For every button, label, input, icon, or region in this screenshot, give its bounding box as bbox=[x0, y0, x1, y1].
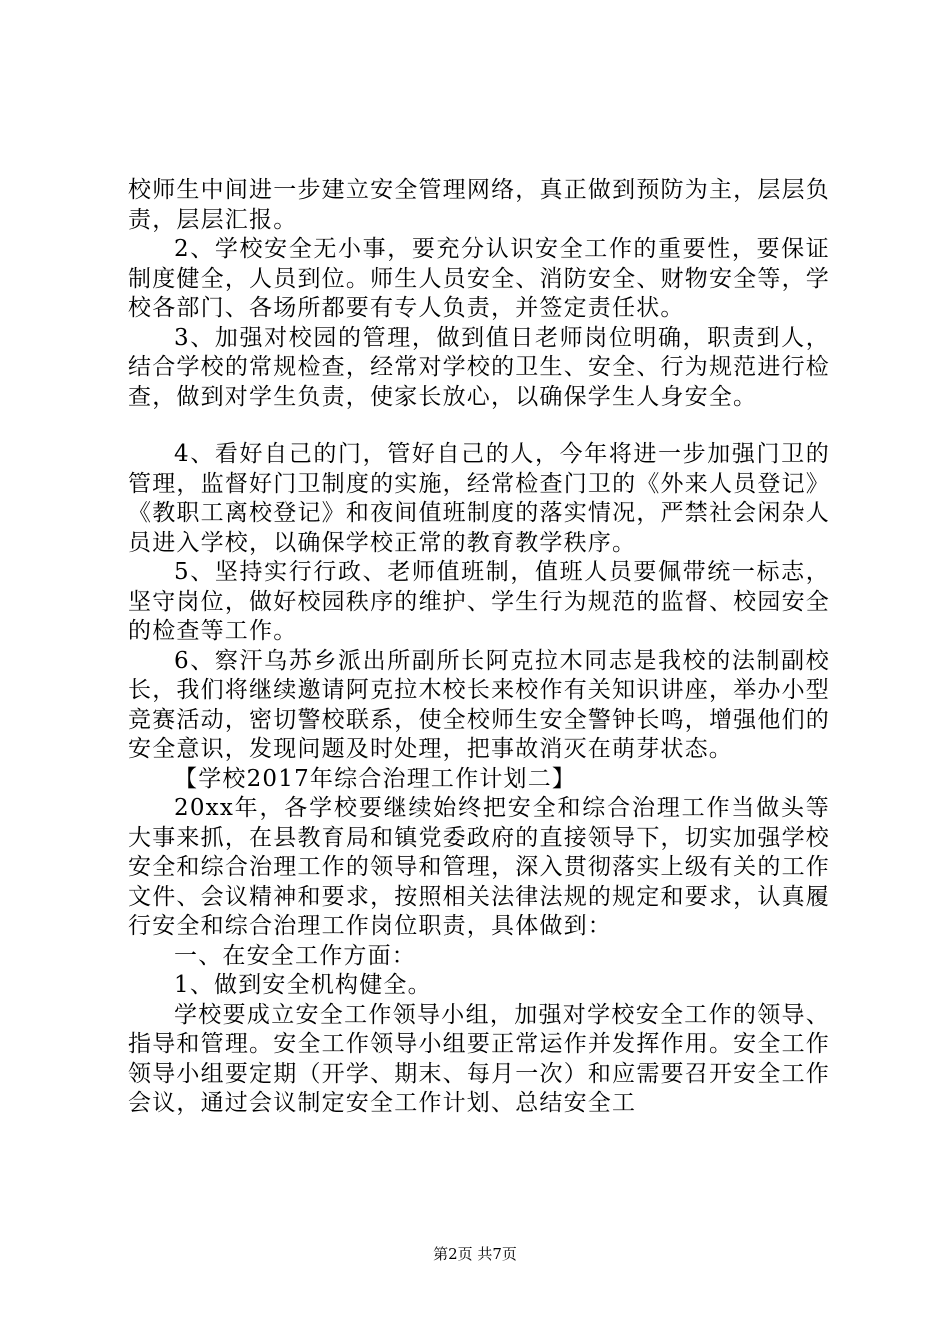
page-footer: 第2页 共7页 bbox=[433, 1245, 517, 1263]
subheading-safety: 一、在安全工作方面： bbox=[174, 942, 416, 969]
paragraph-7: 20xx年，各学校要继续始终把安全和综合治理工作当做头等大事来抓，在县教育局和镇党委政府的直接领导下，切实加强学校安全和综合治理工作的领导和管理，深入贯彻落实上级有关的工作文件、会议精神和要求，按照相关法律法规的规定和要求，认真履行安全和综合治理工作岗位职责，具体做到： bbox=[128, 795, 830, 939]
section-heading: 【学校2017年综合治理工作计划二】 bbox=[174, 765, 577, 792]
paragraph-5: 5、坚持实行行政、老师值班制，值班人员要佩带统一标志，坚守岗位，做好校园秩序的维护、学生行为规范的监督、校园安全的检查等工作。 bbox=[128, 559, 830, 644]
subheading-organization: 1、做到安全机构健全。 bbox=[174, 972, 432, 998]
paragraph-3: 3、加强对校园的管理，做到值日老师岗位明确，职责到人，结合学校的常规检查，经常对学校的卫生、安全、行为规范进行检查，做到对学生负责，使家长放心，以确保学生人身安全。 bbox=[128, 324, 830, 410]
paragraph-2: 2、学校安全无小事，要充分认识安全工作的重要性，要保证制度健全，人员到位。师生人员安全、消防安全、财物安全等，学校各部门、各场所都要有专人负责，并签定责任状。 bbox=[128, 236, 830, 321]
paragraph-1: 校师生中间进一步建立安全管理网络，真正做到预防为主，层层负责，层层汇报。 bbox=[128, 177, 830, 233]
paragraph-gap bbox=[128, 412, 830, 440]
document-body bbox=[128, 176, 830, 1119]
paragraph-4: 4、看好自己的门，管好自己的人，今年将进一步加强门卫的管理，监督好门卫制度的实施，经常检查门卫的《外来人员登记》《教职工离校登记》和夜间值班制度的落实情况，严禁社会闲杂人员进入学校，以确保学校正常的教育教学秩序。 bbox=[128, 441, 830, 556]
paragraph-6: 6、察汗乌苏乡派出所副所长阿克拉木同志是我校的法制副校长，我们将继续邀请阿克拉木校长来校作有关知识讲座，举办小型竞赛活动，密切警校联系，使全校师生安全警钟长鸣，增强他们的安全意识，发现问题及时处理，把事故消灭在萌芽状态。 bbox=[128, 647, 830, 762]
paragraph-8: 学校要成立安全工作领导小组，加强对学校安全工作的领导、指导和管理。安全工作领导小组要正常运作并发挥作用。安全工作领导小组要定期（开学、期末、每月一次）和应需要召开安全工作会议，通过会议制定安全工作计划、总结安全工 bbox=[128, 1001, 830, 1116]
